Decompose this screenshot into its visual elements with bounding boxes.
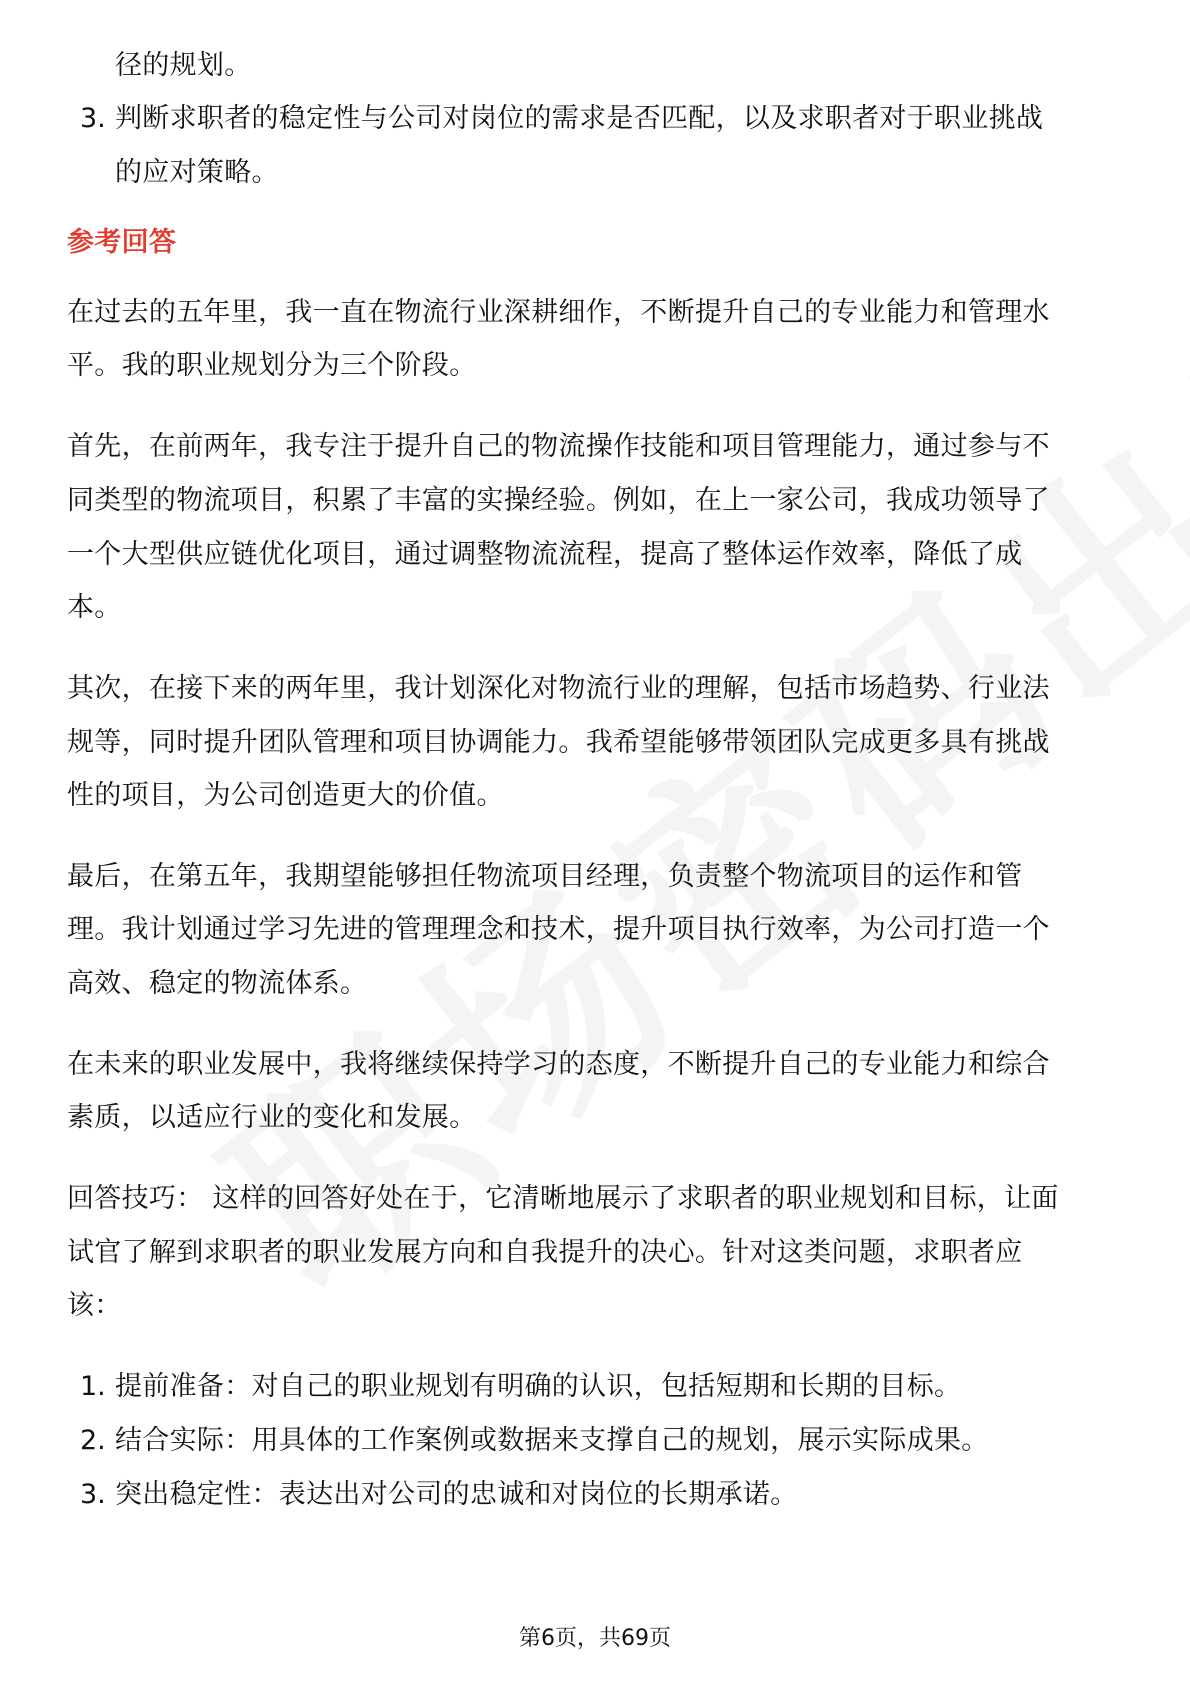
paragraph-4-line-1: 最后，在第五年，我期望能够担任物流项目经理，负责整个物流项目的运作和管 xyxy=(67,861,1023,892)
paragraph-2-line-4: 本。 xyxy=(67,592,122,623)
paragraph-6-line-3: 该： xyxy=(67,1290,122,1321)
paragraph-3-line-2: 规等，同时提升团队管理和项目协调能力。我希望能够带领团队完成更多具有挑战 xyxy=(67,727,1050,758)
page-footer: 第6页，共69页 xyxy=(519,1626,671,1651)
paragraph-4-line-2: 理。我计划通过学习先进的管理理念和技术，提升项目执行效率，为公司打造一个 xyxy=(67,914,1050,945)
tip-2-text: 结合实际：用具体的工作案例或数据来支撑自己的规划，展示实际成果。 xyxy=(115,1425,989,1456)
list-item-3-line-1: 判断求职者的稳定性与公司对岗位的需求是否匹配，以及求职者对于职业挑战 xyxy=(115,103,1044,134)
tip-1-text: 提前准备：对自己的职业规划有明确的认识，包括短期和长期的目标。 xyxy=(115,1371,962,1402)
paragraph-2-line-3: 一个大型供应链优化项目，通过调整物流流程，提高了整体运作效率，降低了成 xyxy=(67,539,1023,570)
list-item-2-tail: 径的规划。 xyxy=(115,50,252,81)
tip-2-number: 2. xyxy=(80,1425,106,1456)
paragraph-3-line-3: 性的项目，为公司创造更大的价值。 xyxy=(67,780,504,811)
tip-1-number: 1. xyxy=(80,1371,106,1402)
paragraph-3-line-1: 其次，在接下来的两年里，我计划深化对物流行业的理解，包括市场趋势、行业法 xyxy=(67,673,1050,704)
tip-3-number: 3. xyxy=(80,1479,106,1510)
paragraph-2-line-2: 同类型的物流项目，积累了丰富的实操经验。例如，在上一家公司，我成功领导了 xyxy=(67,485,1050,516)
paragraph-6-line-2: 试官了解到求职者的职业发展方向和自我提升的决心。针对这类问题，求职者应 xyxy=(67,1237,1023,1268)
paragraph-1-line-2: 平。我的职业规划分为三个阶段。 xyxy=(67,350,477,381)
paragraph-5-line-2: 素质，以适应行业的变化和发展。 xyxy=(67,1102,477,1133)
paragraph-5-line-1: 在未来的职业发展中，我将继续保持学习的态度，不断提升自己的专业能力和综合 xyxy=(67,1049,1050,1080)
paragraph-2-line-1: 首先，在前两年，我专注于提升自己的物流操作技能和项目管理能力，通过参与不 xyxy=(67,431,1050,462)
list-item-3-number: 3. xyxy=(80,103,106,134)
tip-3-text: 突出稳定性：表达出对公司的忠诚和对岗位的长期承诺。 xyxy=(115,1479,798,1510)
paragraph-6-line-1: 回答技巧： 这样的回答好处在于，它清晰地展示了求职者的职业规划和目标，让面 xyxy=(67,1183,1059,1214)
paragraph-4-line-3: 高效、稳定的物流体系。 xyxy=(67,968,368,999)
paragraph-1-line-1: 在过去的五年里，我一直在物流行业深耕细作，不断提升自己的专业能力和管理水 xyxy=(67,297,1050,328)
list-item-3-line-2: 的应对策略。 xyxy=(115,157,279,188)
section-heading: 参考回答 xyxy=(67,227,177,258)
